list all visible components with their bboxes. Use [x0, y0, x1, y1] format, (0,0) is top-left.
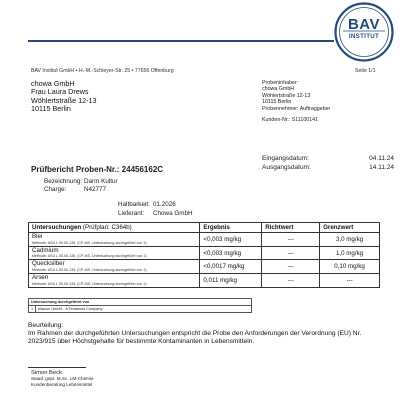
- signature-line: [28, 367, 86, 368]
- sample-meta-block: [262, 80, 330, 123]
- date-row: [262, 154, 394, 163]
- analysis-method: Methode: ASU L 00.00-135, (CP-MS, Untersuchung durchgeführt von 1): [32, 281, 147, 286]
- info-value: Darm Kultur: [84, 178, 118, 185]
- owner-street: Wöhlertstraße 12-13: [262, 92, 311, 99]
- table-row: [29, 274, 380, 288]
- sample-info-secondary: [118, 201, 193, 218]
- sender-address-line: BAV Institut GmbH • H.-M.-Schleyer-Str. 25 • 77656 Offenburg: [31, 68, 174, 74]
- assessment-label: Beurteilung:: [28, 322, 64, 329]
- table-row: [29, 246, 380, 260]
- info-label: Lieferant:: [118, 209, 145, 217]
- date-value: 04.11.24: [369, 155, 394, 162]
- signature-block: [31, 370, 94, 387]
- info-value: 01.2026: [153, 201, 176, 208]
- limit-cell: 1,0 mg/kg: [320, 246, 380, 260]
- analysis-name: Cadmium: [32, 246, 59, 254]
- header-analysis-label: Untersuchungen: [32, 224, 82, 231]
- logo-text: BAV: [347, 16, 381, 33]
- info-value: Chowa GmbH: [153, 209, 193, 217]
- performed-by-header: Untersuchung durchgeführt von: [29, 299, 252, 306]
- result-cell: 0,011 mg/kg: [200, 274, 262, 288]
- sample-info: [44, 178, 118, 194]
- performed-by-header-row: [29, 299, 252, 306]
- analysis-name: Quecksilber: [32, 260, 65, 268]
- info-row: [118, 210, 193, 219]
- header-analysis: [29, 223, 200, 233]
- results-table: [28, 222, 380, 288]
- logo-subtext: INSTITUT: [348, 33, 380, 40]
- recipient-street: Wöhlertstraße 12-13: [31, 95, 97, 105]
- assessment-text: Im Rahmen der durchgeführten Untersuchungen entspricht die Probe den Anforderungen der Verordnung (EU) Nr. 2023/915 über Höchstgehalte für bestimmte Kontaminanten in Lebensmitteln.: [28, 330, 362, 345]
- limit-cell: 3,0 mg/kg: [320, 233, 380, 247]
- header-result: Ergebnis: [200, 223, 262, 233]
- guide-cell: ---: [262, 233, 320, 247]
- info-label: Haltbarkeit:: [118, 201, 150, 208]
- info-value: N42777: [84, 186, 107, 193]
- analysis-method: Methode: ASU L 00.00-135, (CP-MS, Untersuchung durchgeführt von 1): [32, 254, 147, 259]
- header-rule: [28, 40, 334, 42]
- recipient-company: chowa GmbH: [31, 79, 75, 88]
- analysis-cell: [29, 274, 200, 288]
- owner-label: Probeninhaber:: [262, 80, 299, 86]
- table-row: [29, 233, 380, 247]
- table-header-row: [29, 223, 380, 233]
- analysis-name: Blei: [32, 233, 43, 240]
- result-cell: <0,003 mg/kg: [200, 246, 262, 260]
- info-row: [118, 201, 193, 210]
- guide-cell: ---: [262, 246, 320, 260]
- owner-city: 10115 Berlin: [262, 99, 292, 106]
- limit-cell: ---: [320, 274, 380, 288]
- date-value: 14.11.24: [369, 164, 394, 171]
- analysis-name: Arsen: [32, 274, 49, 282]
- header-limit: Grenzwert: [320, 223, 380, 233]
- report-title: Prüfbericht Proben-Nr.: 24456162C: [31, 165, 164, 174]
- lab-number: 1: [29, 306, 36, 313]
- header-plan: (Prüfplan: C364b): [82, 224, 132, 231]
- header-guide: Richtwert: [262, 223, 320, 233]
- analysis-cell: [29, 260, 200, 274]
- date-row: [262, 163, 394, 172]
- page-number: Seite 1/1: [355, 68, 376, 74]
- date-label: Ausgangsdatum:: [262, 164, 311, 171]
- guide-cell: ---: [262, 260, 320, 274]
- owner-company: chowa GmbH: [262, 86, 295, 93]
- limit-cell: 0,10 mg/kg: [320, 260, 380, 274]
- signer-role: Kundenberatung Lebensmittel: [31, 381, 93, 387]
- recipient-person: Frau Laura Drews: [31, 87, 89, 97]
- performed-by-table: [28, 298, 252, 313]
- table-row: [29, 306, 252, 313]
- result-cell: <0,003 mg/kg: [200, 233, 262, 247]
- info-row: [44, 178, 118, 186]
- date-label: Eingangsdatum:: [262, 155, 309, 162]
- guide-cell: ---: [262, 274, 320, 288]
- sampler: Probennehmer: Auftraggeber: [262, 105, 331, 112]
- analysis-method: Methode: ASU L 00.00-135, (CP-MS, Untersuchung durchgeführt von 1): [32, 267, 147, 272]
- bav-logo: [334, 2, 394, 62]
- dates-block: [262, 154, 394, 172]
- analysis-method: Methode: ASU L 00.00-135, (CP-MS, Untersuchung durchgeführt von 1): [32, 240, 147, 245]
- result-cell: <0,0017 mg/kg: [200, 260, 262, 274]
- signer-title: Staatl. gepr. M.Sc. LM-Chemie: [31, 376, 94, 382]
- lab-name: bilacon GmbH - A Tentamus Company: [36, 306, 252, 313]
- table-row: [29, 260, 380, 274]
- customer-number: Kunden-Nr.: S11100141: [262, 117, 319, 124]
- analysis-cell: [29, 246, 200, 260]
- recipient-city: 10115 Berlin: [31, 104, 71, 114]
- analysis-cell: [29, 233, 200, 247]
- info-label: Charge:: [44, 186, 67, 193]
- info-row: [44, 186, 118, 194]
- recipient-address: [31, 80, 97, 114]
- info-label: Bezeichnung:: [44, 178, 83, 185]
- signer-name: Simon Beck: [31, 370, 62, 376]
